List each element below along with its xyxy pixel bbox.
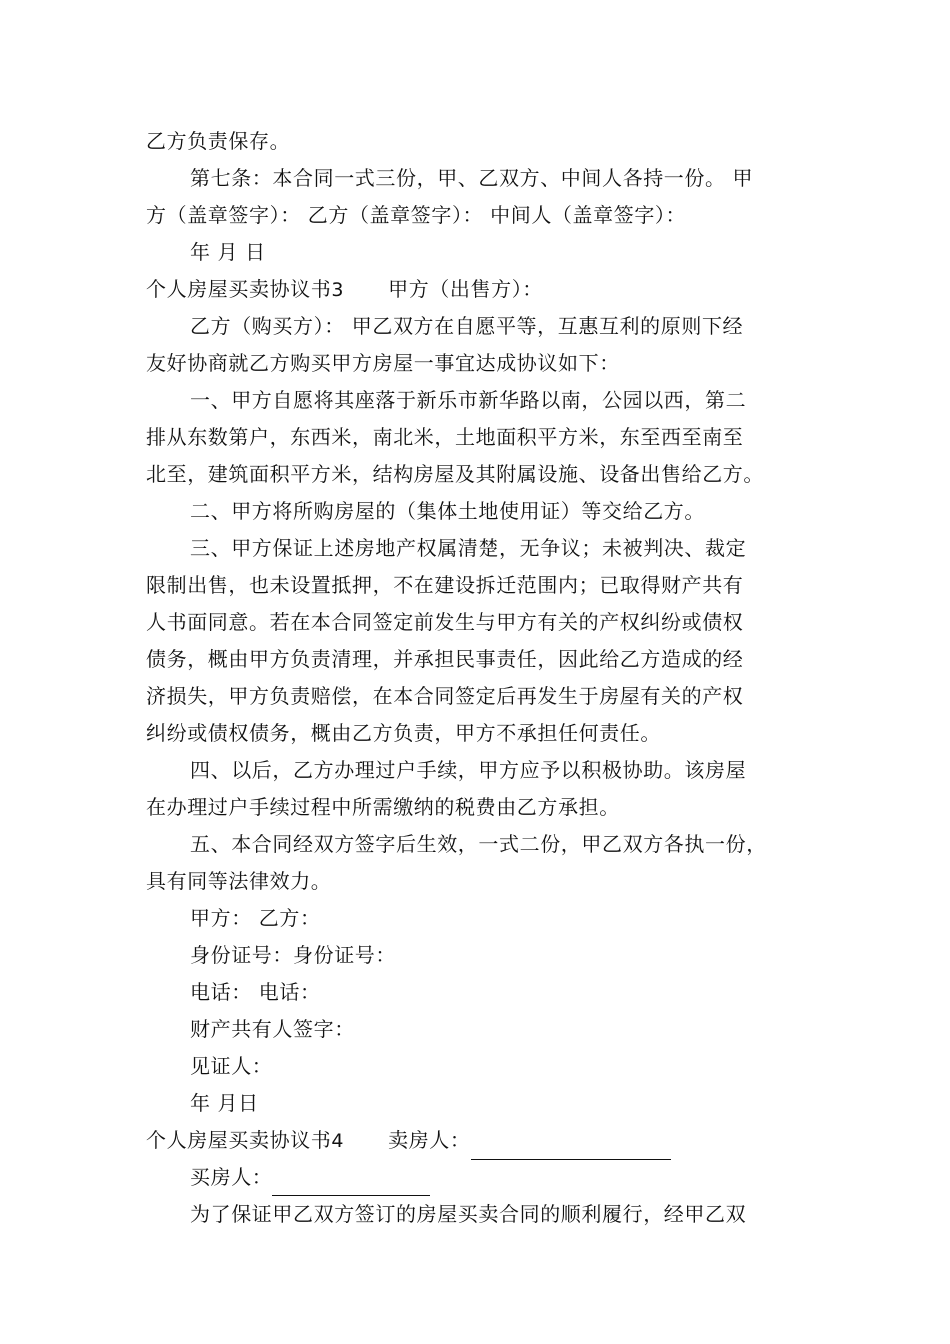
heading-number: 4 (331, 1130, 345, 1152)
paragraph-line: 北至，建筑面积平方米，结构房屋及其附属设施、设备出售给乙方。 (146, 462, 764, 486)
heading-title: 个人房屋买卖协议书 (146, 277, 332, 301)
paragraph-line: 一、甲方自愿将其座落于新乐市新华路以南，公园以西，第二 (190, 388, 747, 412)
paragraph-line: 债务，概由甲方负责清理，并承担民事责任，因此给乙方造成的经 (146, 647, 744, 671)
paragraph-line: 排从东数第户，东西米，南北米，土地面积平方米，东至西至南至 (146, 425, 744, 449)
signature-field-witness: 见证人： (190, 1054, 273, 1078)
signature-field-party: 甲方： 乙方： (190, 906, 321, 930)
paragraph-line: 友好协商就乙方购买甲方房屋一事宜达成协议如下： (146, 351, 620, 375)
paragraph-line: 四、以后，乙方办理过户手续，甲方应予以积极协助。该房屋 (190, 758, 747, 782)
buyer-line (190, 1159, 826, 1196)
paragraph-line: 五、本合同经双方签字后生效，一式二份，甲乙双方各执一份， (190, 832, 767, 856)
buyer-blank (272, 1169, 430, 1196)
paragraph-line: 三、甲方保证上述房地产权属清楚，无争议；未被判决、裁定 (190, 536, 747, 560)
heading-party: 卖房人： (388, 1128, 471, 1152)
paragraph-line: 济损失，甲方负责赔偿，在本合同签定后再发生于房屋有关的产权 (146, 684, 744, 708)
heading-party: 甲方（出售方）： (388, 277, 543, 301)
paragraph-line: 为了保证甲乙双方签订的房屋买卖合同的顺利履行，经甲乙双 (190, 1202, 747, 1226)
date-line: 年 月 日 (190, 240, 266, 264)
signature-field-coowner: 财产共有人签字： (190, 1017, 355, 1041)
paragraph-line: 具有同等法律效力。 (146, 869, 332, 893)
date-line: 年 月日 (190, 1091, 259, 1115)
buyer-label: 买房人： (190, 1165, 273, 1189)
paragraph-line: 纠纷或债权债务，概由乙方负责，甲方不承担任何责任。 (146, 721, 661, 745)
paragraph-line: 二、甲方将所购房屋的（集体土地使用证）等交给乙方。 (190, 499, 705, 523)
paragraph-line: 乙方（购买方）： 甲乙双方在自愿平等，互惠互利的原则下经 (190, 314, 744, 338)
section-heading-4 (146, 1122, 826, 1160)
paragraph-line: 限制出售，也未设置抵押，不在建设拆迁范围内；已取得财产共有 (146, 573, 744, 597)
paragraph-line: 在办理过户手续过程中所需缴纳的税费由乙方承担。 (146, 795, 620, 819)
heading-title: 个人房屋买卖协议书 (146, 1128, 332, 1152)
seller-blank (471, 1133, 671, 1160)
signature-field-phone: 电话： 电话： (190, 980, 321, 1004)
heading-number: 3 (331, 279, 345, 301)
paragraph-line: 人书面同意。若在本合同签定前发生与甲方有关的产权纠纷或债权 (146, 610, 744, 634)
paragraph-line: 第七条：本合同一式三份，甲、乙双方、中间人各持一份。 甲 (190, 166, 754, 190)
section-heading-3 (146, 271, 826, 309)
paragraph-line: 乙方负责保存。 (146, 129, 291, 153)
paragraph-line: 方（盖章签字）： 乙方（盖章签字）： 中间人（盖章签字）： (146, 203, 687, 227)
signature-field-id: 身份证号：身份证号： (190, 943, 396, 967)
